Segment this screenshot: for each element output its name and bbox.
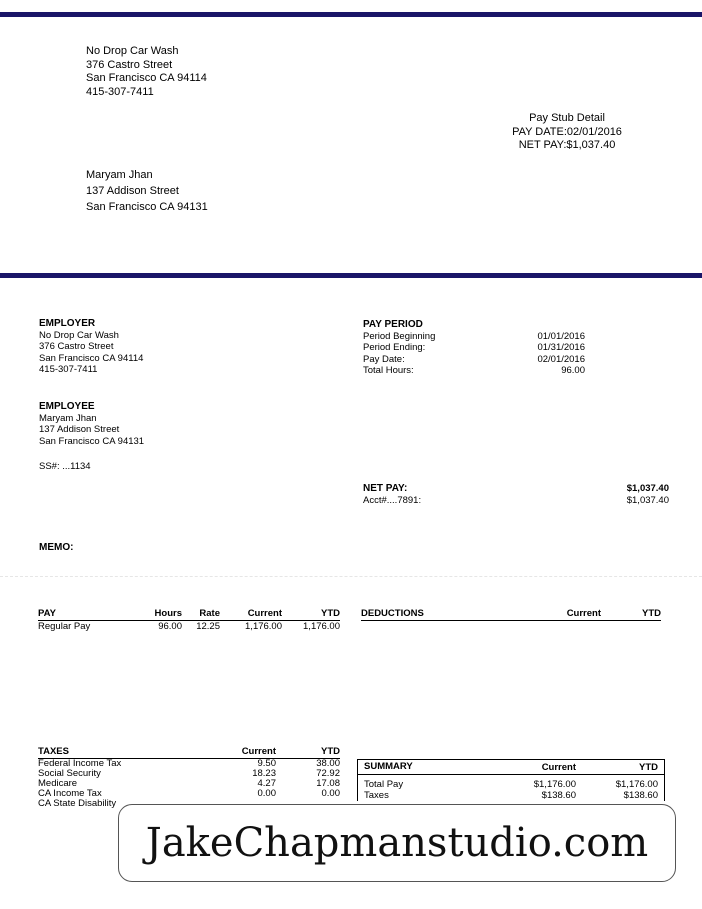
pay-period-row-label: Pay Date: [363,353,405,365]
employee-label: EMPLOYEE [39,401,95,412]
recipient-name: Maryam Jhan [86,169,153,181]
header-company-street: 376 Castro Street [86,58,173,71]
recipient-address [86,167,208,215]
header-company-name: No Drop Car Wash [86,45,179,57]
rate-header: Rate [182,608,220,621]
pay-header: PAY [38,608,144,621]
employer-name: No Drop Car Wash [39,329,119,341]
tax-row-ytd: 72.92 [316,768,340,779]
employee-street: 137 Addison Street [39,424,120,435]
account-label: Acct#....7891: [363,494,422,506]
taxes-header: TAXES [38,746,228,759]
pay-period-row-value: 02/01/2016 [537,353,585,365]
net-pay-label: NET PAY: [363,483,408,494]
employer-phone: 415-307-7411 [39,364,98,375]
pay-table-header [38,608,340,621]
pay-row-current: 1,176.00 [245,621,282,632]
pay-row-ytd: 1,176.00 [303,621,340,632]
memo-label: MEMO: [39,542,74,553]
recipient-street: 137 Addison Street [86,185,179,197]
summary-ytd-header: YTD [582,760,664,775]
pay-period-row [363,342,593,354]
summary-row-current: $1,176.00 [533,779,576,790]
employee-city: San Francisco CA 94131 [39,435,145,447]
taxes-table-header [38,746,340,759]
pay-period-row [363,331,593,343]
employee-block [39,401,144,447]
account-amount: $1,037.40 [626,494,669,506]
tax-row-current: 9.50 [257,758,276,769]
pay-stub-net: NET PAY:$1,037.40 [518,139,616,151]
pay-period-row-value: 01/01/2016 [537,330,585,342]
pay-stub-title: Pay Stub Detail [529,112,605,124]
header-company-address [86,45,207,99]
summary-row-name: Total Pay [364,779,404,790]
summary-row-ytd: $1,176.00 [615,779,658,790]
tax-row-current: 4.27 [257,778,276,789]
pay-stub-summary [497,112,637,153]
tax-row-name: CA State Disability [38,798,117,809]
summary-row-ytd: $138.60 [623,790,658,801]
summary-row-name: Taxes [364,790,389,801]
pay-table [38,608,340,632]
employer-block [39,318,143,376]
tax-row-name: Federal Income Tax [38,758,122,769]
deductions-current-header: Current [531,608,601,621]
pay-period-block [363,319,593,377]
pay-stub-date: PAY DATE:02/01/2016 [512,125,622,138]
pay-period-label: PAY PERIOD [363,319,423,330]
watermark-banner: JakeChapmanstudio.com [118,804,676,882]
summary-header-row [358,760,664,775]
net-pay-amount: $1,037.40 [626,483,669,494]
tax-row-ytd: 38.00 [316,758,340,769]
section-divider [0,576,702,577]
tax-row-ytd: 0.00 [321,788,340,799]
pay-period-row [363,354,593,366]
pay-row-name: Regular Pay [38,621,91,632]
middle-rule [0,273,702,278]
tax-row-current: 0.00 [257,788,276,799]
employee-ssn: SS#: ...1134 [39,461,91,472]
employer-street: 376 Castro Street [39,341,114,352]
employer-city: San Francisco CA 94114 [39,352,144,364]
employee-name: Maryam Jhan [39,412,97,424]
pay-period-row-value: 96.00 [561,365,585,376]
tax-row-name: Social Security [38,768,101,779]
header-company-city: San Francisco CA 94114 [86,72,207,84]
pay-period-row-value: 01/31/2016 [537,342,585,353]
current-header: Current [220,608,282,621]
taxes-table [38,746,340,809]
header-company-phone: 415-307-7411 [86,85,154,98]
tax-row-ytd: 17.08 [316,778,340,789]
summary-current-header: Current [490,760,582,775]
taxes-ytd-header: YTD [276,746,340,759]
net-pay-block [363,483,669,506]
deductions-table-header [361,608,661,621]
tax-row-current: 18.23 [252,768,276,779]
recipient-city: San Francisco CA 94131 [86,201,208,213]
deductions-table [361,608,661,621]
top-rule [0,12,702,17]
summary-box [357,759,665,801]
pay-row [38,621,340,633]
summary-row [358,790,664,801]
pay-period-row-label: Total Hours: [363,365,414,376]
pay-period-row-label: Period Ending: [363,342,426,353]
summary-row [358,775,664,791]
employer-label: EMPLOYER [39,318,96,329]
hours-header: Hours [144,608,182,621]
pay-period-row [363,365,593,377]
pay-period-row-label: Period Beginning [363,330,436,342]
ytd-header: YTD [282,608,340,621]
pay-row-hours: 96.00 [158,621,182,632]
pay-row-rate: 12.25 [196,621,220,632]
summary-row-current: $138.60 [541,790,576,801]
deductions-ytd-header: YTD [601,608,661,621]
tax-row-name: Medicare [38,778,78,789]
taxes-current-header: Current [228,746,276,759]
deductions-header: DEDUCTIONS [361,608,531,621]
tax-row-name: CA Income Tax [38,788,102,799]
tax-row [38,769,340,779]
summary-header: SUMMARY [358,760,490,775]
